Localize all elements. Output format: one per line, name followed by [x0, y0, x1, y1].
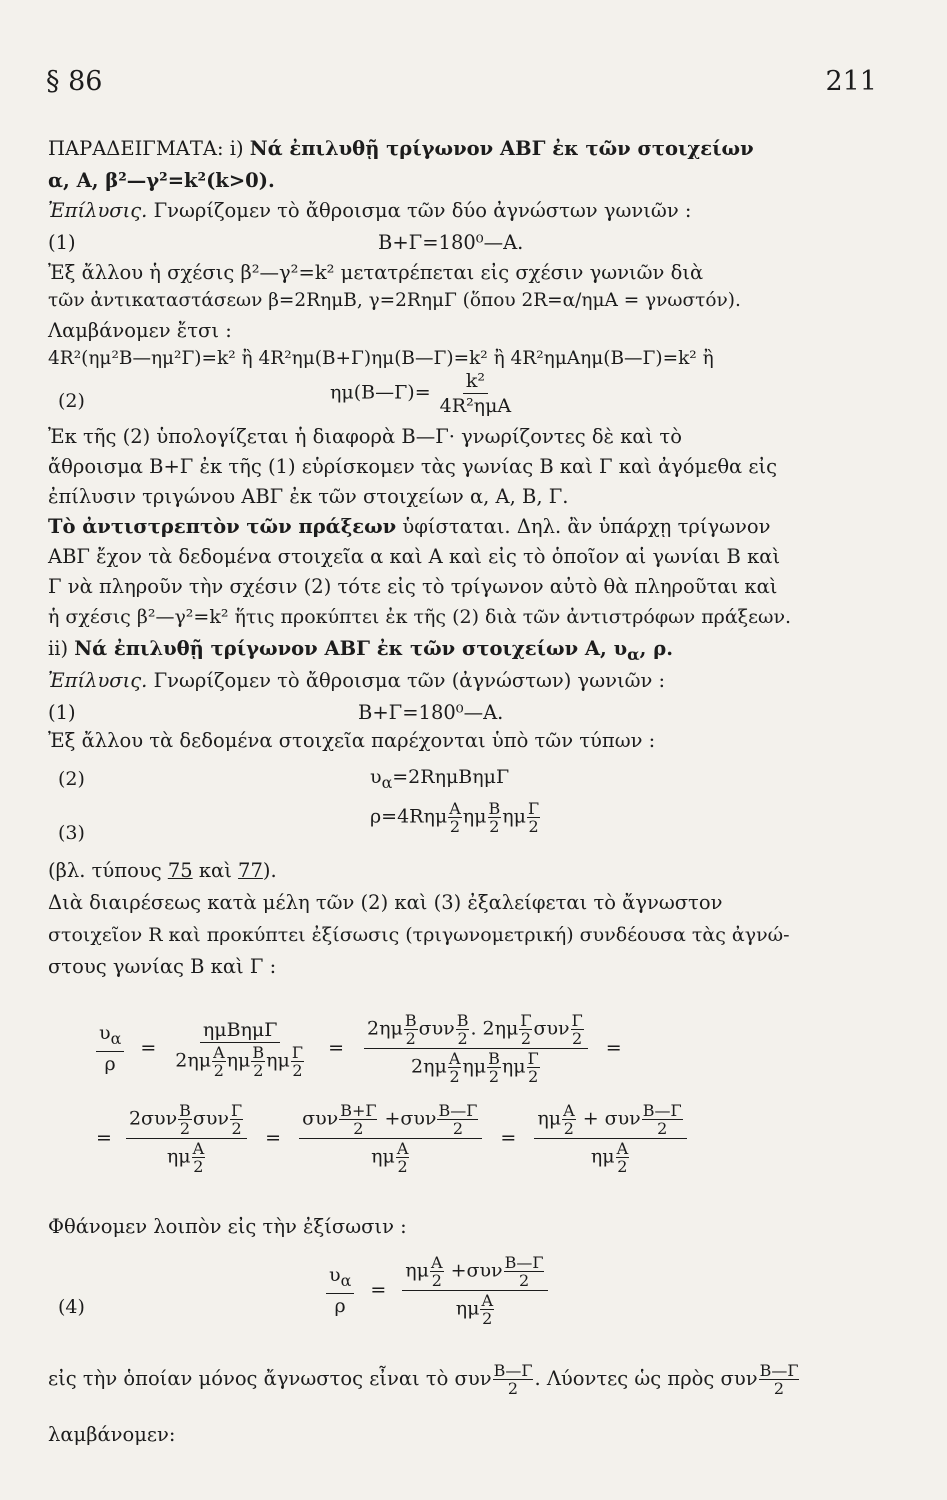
- text-line: στους γωνίας Β καὶ Γ :: [48, 955, 277, 978]
- text-line: 4R²(ημ²Β—ημ²Γ)=k² ἢ 4R²ημ(Β+Γ)ημ(Β—Γ)=k² ἢ 4R²ημΑημ(Β—Γ)=k² ἢ: [48, 348, 714, 369]
- text-line: εἰς τὴν ὁποίαν μόνος ἄγνωστος εἶναι τὸ συν $\frac{B—\Gamma}{2}$ . Λύοντες ὡς πρὸς συν $\frac{B—\Gamma}{2}$: [48, 1361, 799, 1398]
- solution-label: Ἐπίλυσις.: [48, 199, 148, 222]
- equation-3-inradius: ρ=4Rημ $\frac{A}{2}$ ημ $\frac{B}{2}$ ημ $\frac{\Gamma}{2}$: [370, 799, 540, 836]
- text-line: Ἐξ ἄλλου τὰ δεδομένα στοιχεῖα παρέχονται ὑπὸ τῶν τύπων :: [48, 729, 656, 752]
- equation-4: $\frac{\upsilon_\alpha}{\rho}$ = ημ $\frac{A}{2}$ +συν $\frac{B—\Gamma}{2}$ ημ $\frac{A}{2}$: [326, 1254, 548, 1327]
- equation-2-fraction: ημ(Β—Γ)= $\frac{\text{k²}}{\text{4R²ημΑ}}$: [330, 370, 512, 417]
- equation-line: (1) Β+Γ=180⁰—Α.: [48, 701, 504, 724]
- equation-number: (4): [58, 1296, 85, 1318]
- text-line: ἐπίλυσιν τριγώνου ΑΒΓ ἐκ τῶν στοιχείων α, Α, Β, Γ.: [48, 485, 569, 508]
- text-line: α, Α, β²—γ²=k²(k>0).: [48, 169, 275, 192]
- examples-label: ΠΑΡΑΔΕΙΓΜΑΤΑ: i): [48, 137, 250, 160]
- equation-number: (2): [58, 390, 85, 412]
- text-line: Λαμβάνομεν ἔτσι :: [48, 319, 232, 342]
- problem-statement: Νά ἐπιλυθῇ τρίγωνον ΑΒΓ ἐκ τῶν στοιχείων: [249, 137, 754, 160]
- equation-2-altitude: $\upsilon_\alpha=2R\eta\mu B\eta\mu\Gamma$: [370, 766, 510, 792]
- text-line: Ἐπίλυσις. Γνωρίζομεν τὸ ἄθροισμα τῶν δύο ἀγνώστων γωνιῶν :: [48, 199, 692, 222]
- text-line: Ἐκ τῆς (2) ὑπολογίζεται ἡ διαφορὰ Β—Γ· γνωρίζοντες δὲ καὶ τὸ: [48, 425, 682, 448]
- text-line: ἄθροισμα Β+Γ ἐκ τῆς (1) εὑρίσκομεν τὰς γωνίας Β καὶ Γ καὶ ἀγόμεθα εἰς: [48, 455, 778, 478]
- text-line: ii) Νά ἐπιλυθῇ τρίγωνον ΑΒΓ ἐκ τῶν στοιχείων Α, $\upsilon_\alpha$, ρ.: [48, 637, 674, 664]
- text-line: Διὰ διαιρέσεως κατὰ μέλη τῶν (2) καὶ (3) ἐξαλείφεται τὸ ἄγνωστον: [48, 891, 723, 914]
- text-line: ΑΒΓ ἔχον τὰ δεδομένα στοιχεῖα α καὶ Α καὶ εἰς τὸ ὁποῖον αἱ γωνίαι Β καὶ: [48, 545, 781, 568]
- text-line: Ἐξ ἄλλου ἡ σχέσις β²—γ²=k² μετατρέπεται εἰς σχέσιν γωνιῶν διὰ: [48, 261, 704, 284]
- text-line: τῶν ἀντικαταστάσεων β=2RημΒ, γ=2RημΓ (ὅπου 2R=α/ημΑ = γνωστόν).: [48, 290, 741, 311]
- text-line: Γ νὰ πληροῦν τὴν σχέσιν (2) τότε εἰς τὸ τρίγωνον αὐτὸ θὰ πληροῦται καὶ: [48, 575, 778, 598]
- page-number: 211: [825, 66, 877, 97]
- equation-number: (3): [58, 822, 85, 844]
- equation-line: (1) Β+Γ=180⁰—Α.: [48, 231, 524, 254]
- solution-label: Ἐπίλυσις.: [48, 669, 148, 692]
- reversibility-heading: Τὸ ἀντιστρεπτὸν τῶν πράξεων: [48, 515, 397, 538]
- text-line: Τὸ ἀντιστρεπτὸν τῶν πράξεων ὑφίσταται. Δηλ. ἂν ὑπάρχῃ τρίγωνον: [48, 515, 771, 538]
- text-line: Ἐπίλυσις. Γνωρίζομεν τὸ ἄθροισμα τῶν (ἀγνώστων) γωνιῶν :: [48, 669, 666, 692]
- text-line: [48, 136, 888, 162]
- text-line: Φθάνομεν λοιπὸν εἰς τὴν ἐξίσωσιν :: [48, 1215, 407, 1238]
- section-number: § 86: [46, 66, 103, 97]
- text-line: (βλ. τύπους 75 καὶ 77).: [48, 859, 277, 882]
- text-line: ἡ σχέσις β²—γ²=k² ἥτις προκύπτει ἐκ τῆς (2) διὰ τῶν ἀντιστρόφων πράξεων.: [48, 606, 792, 628]
- derivation-row-1: $\frac{\upsilon_\alpha}{\rho}$ = ημΒημΓ 2ημ $\frac{A}{2}$ ημ $\frac{B}{2}$ ημ $\frac{\Gamma}{2}$ = 2ημ $\frac{B}{2}$ συν $\frac{B}{2}$ . 2ημ $\frac{\Gamma}{2}$ συν $\frac{\Gamma}{2}$ 2ημ $\frac{A}{2}$ ημ $\frac{B}{2}$ ημ $\frac{\Gamma}{2}$ =: [96, 1012, 634, 1085]
- text-line: λαμβάνομεν:: [48, 1423, 176, 1446]
- text-line: στοιχεῖον R καὶ προκύπτει ἐξίσωσις (τριγωνομετρική) συνδέουσα τὰς ἀγνώ-: [48, 924, 790, 946]
- equation-number: (2): [58, 768, 85, 790]
- derivation-row-2: = 2συν $\frac{B}{2}$ συν $\frac{\Gamma}{2}$ ημ $\frac{A}{2}$ = συν $\frac{B+\Gamma}{2}$ +συν $\frac{B—\Gamma}{2}$ ημ $\frac{A}{2}$ = ημ $\frac{A}{2}$ + συν $\frac{B—\Gamma}{2}$ ημ $\frac{A}{2}$: [96, 1102, 687, 1175]
